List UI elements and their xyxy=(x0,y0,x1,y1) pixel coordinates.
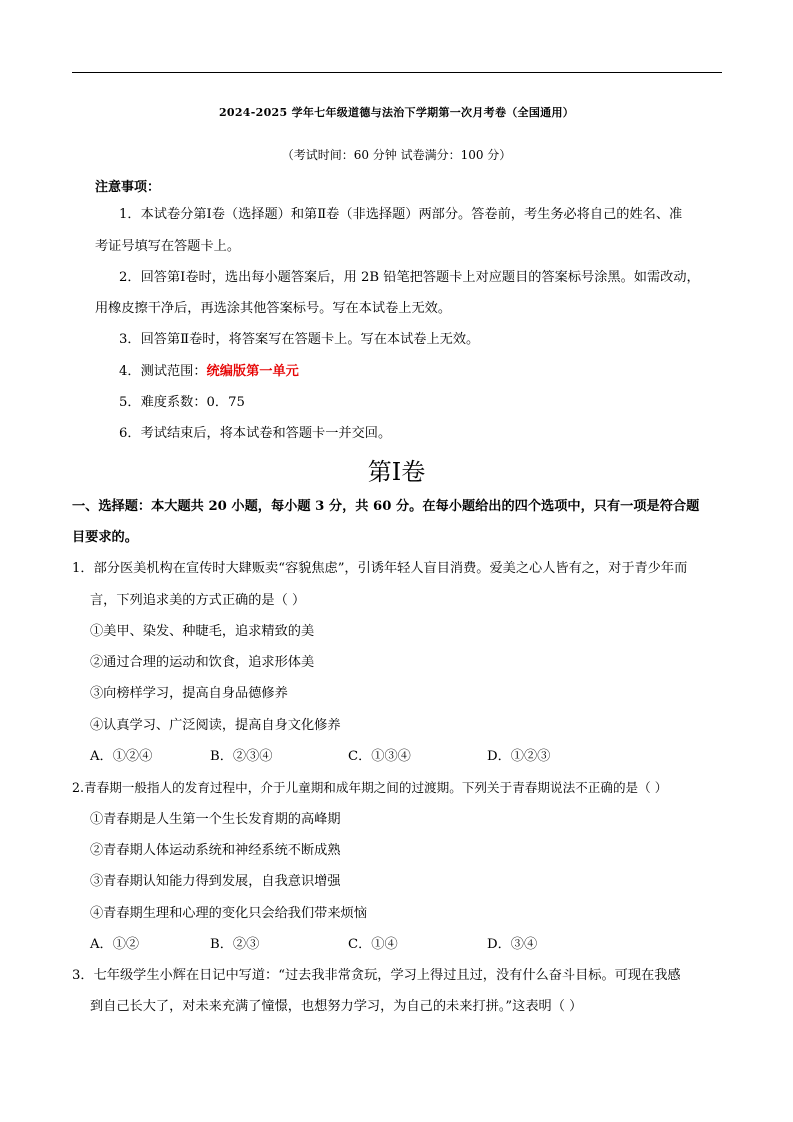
question-2-statement: ②青春期人体运动系统和神经系统不断成熟 xyxy=(90,843,341,858)
question-2-statement: ①青春期是人生第一个生长发育期的高峰期 xyxy=(90,812,341,827)
notice-item-6: 6．考试结束后，将本试卷和答题卡一并交回。 xyxy=(119,426,392,441)
notice-item-1-line-1: 1．本试卷分第Ⅰ卷（选择题）和第Ⅱ卷（非选择题）两部分。答卷前，考生务必将自己的姓名、准 xyxy=(119,207,683,222)
question-1-option-d: D．①②③ xyxy=(487,749,551,764)
notice-item-2-line-2: 用橡皮擦干净后，再选涂其他答案标号。写在本试卷上无效。 xyxy=(95,301,452,316)
question-2-stem-line-1: 2.青春期一般指人的发育过程中，介于儿童期和成年期之间的过渡期。下列关于青春期说法不正确的是（ ） xyxy=(72,780,668,795)
question-1-statement: ③向榜样学习，提高自身品德修养 xyxy=(90,686,288,701)
section-heading-line-1: 一、选择题：本大题共 20 小题，每小题 3 分，共 60 分。在每小题给出的四个选项中，只有一项是符合题 xyxy=(72,499,700,514)
notice-heading: 注意事项： xyxy=(95,180,161,195)
question-1-stem-line-1: 1．部分医美机构在宣传时大肆贩卖“容貌焦虑”，引诱年轻人盲目消费。爱美之心人皆有之，对于青少年而 xyxy=(72,561,688,576)
question-2-statement: ④青春期生理和心理的变化只会给我们带来烦恼 xyxy=(90,906,367,921)
question-3-stem-line-1: 3．七年级学生小辉在日记中写道：“过去我非常贪玩，学习上得过且过，没有什么奋斗目标。可现在我感 xyxy=(72,968,681,983)
notice-item-2-line-1: 2．回答第Ⅰ卷时，选出每小题答案后，用 2B 铅笔把答题卡上对应题目的答案标号涂黑。如需改动， xyxy=(119,270,700,285)
question-3-stem-line-2: 到自己长大了，对未来充满了憧憬，也想努力学习，为自己的未来打拼。”这表明（ ） xyxy=(90,999,583,1014)
question-2-option-b: B．②③ xyxy=(210,937,260,952)
notice-item-4-label: 4．测试范围： xyxy=(119,364,207,379)
question-2-option-c: C．①④ xyxy=(348,937,398,952)
question-1-option-a: A．①②④ xyxy=(90,749,153,764)
question-1-statement: ②通过合理的运动和饮食，追求形体美 xyxy=(90,655,315,670)
question-1-option-c: C．①③④ xyxy=(348,749,411,764)
volume-title: 第Ⅰ卷 xyxy=(367,458,426,486)
question-1-statement: ④认真学习、广泛阅读，提高自身文化修养 xyxy=(90,718,341,733)
header-rule xyxy=(72,72,722,73)
notice-item-5: 5．难度系数：0．75 xyxy=(119,395,245,410)
notice-item-1-line-2: 考证号填写在答题卡上。 xyxy=(95,239,241,254)
notice-item-4 xyxy=(119,363,299,381)
exam-title: 2024-2025 学年七年级道德与法治下学期第一次月考卷（全国通用） xyxy=(218,106,575,119)
notice-item-3: 3．回答第Ⅱ卷时，将答案写在答题卡上。写在本试卷上无效。 xyxy=(119,332,480,347)
section-heading-line-2: 目要求的。 xyxy=(72,530,138,545)
question-2-statement: ③青春期认知能力得到发展，自我意识增强 xyxy=(90,874,341,889)
test-scope: 统编版第一单元 xyxy=(206,364,299,379)
question-1-option-b: B．②③④ xyxy=(210,749,273,764)
question-1-statement: ①美甲、染发、种睫毛，追求精致的美 xyxy=(90,624,315,639)
question-2-option-d: D．③④ xyxy=(487,937,538,952)
exam-subtitle: （考试时间：60 分钟 试卷满分：100 分） xyxy=(281,148,512,162)
question-1-stem-line-2: 言，下列追求美的方式正确的是（ ） xyxy=(90,593,306,608)
question-2-option-a: A．①② xyxy=(90,937,140,952)
